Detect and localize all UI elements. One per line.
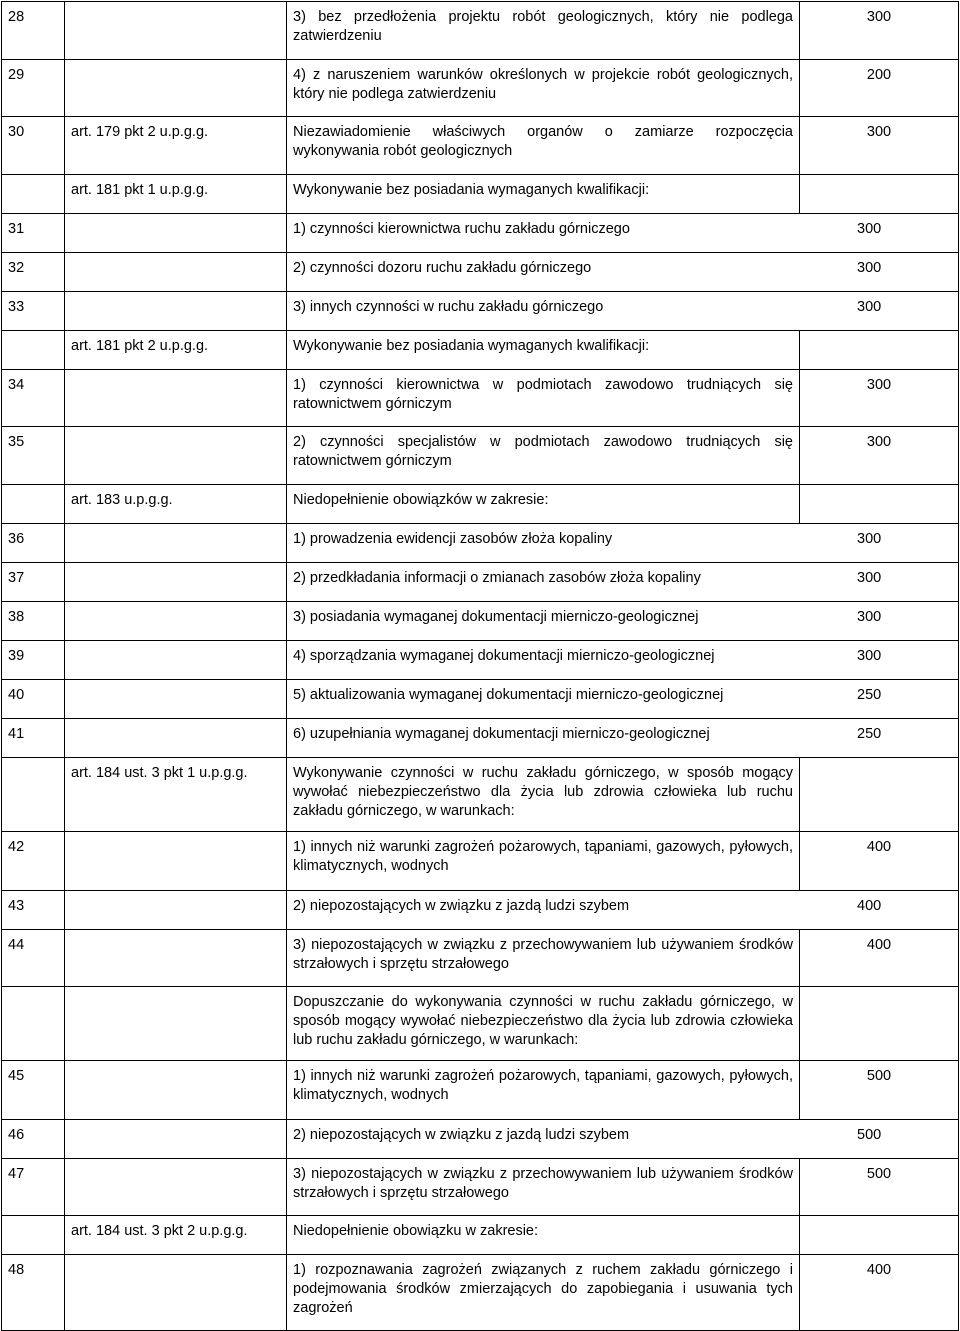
row-number-cell: 46: [2, 1120, 65, 1159]
legal-basis-cell: [65, 602, 287, 641]
table-row: [2, 891, 959, 930]
violation-description: 2) niepozostających w związku z jazdą ludzi szybem: [293, 1127, 630, 1143]
table-row: [2, 485, 959, 524]
table-row: [2, 987, 959, 1061]
fine-amount: 250: [857, 726, 882, 742]
row-number-cell: [2, 987, 65, 1061]
fine-amount-cell: [800, 485, 959, 524]
row-number-cell: [2, 485, 65, 524]
row-number-cell: 48: [2, 1255, 65, 1331]
violation-description-cell: 4) z naruszeniem warunków określonych w projekcie robót geologicznych, który nie podlega zatwierdzeniu: [287, 60, 800, 117]
violation-description-cell: [287, 253, 959, 292]
table-row: [2, 117, 959, 175]
row-number-cell: 34: [2, 370, 65, 427]
violation-description-cell: 1) innych niż warunki zagrożeń pożarowych, tąpaniami, gazowych, pyłowych, klimatycznych, wodnych: [287, 1061, 800, 1120]
legal-basis-cell: [65, 832, 287, 891]
table-row: [2, 563, 959, 602]
violation-description-cell: [287, 891, 959, 930]
fine-amount: 300: [857, 609, 882, 625]
table-row: [2, 832, 959, 891]
fine-amount-cell: 200: [800, 60, 959, 117]
fine-amount-cell: 400: [800, 1255, 959, 1331]
table-row: [2, 253, 959, 292]
legal-basis-cell: [65, 641, 287, 680]
violation-description-cell: 3) bez przedłożenia projektu robót geologicznych, który nie podlega zatwierdzeniu: [287, 2, 800, 60]
fine-amount-cell: [800, 1216, 959, 1255]
row-number-cell: 47: [2, 1159, 65, 1216]
violation-description: 6) uzupełniania wymaganej dokumentacji mierniczo-geologicznej: [293, 726, 710, 742]
legal-basis-cell: [65, 214, 287, 253]
table-row: [2, 1120, 959, 1159]
violation-description: 2) niepozostających w związku z jazdą ludzi szybem: [293, 898, 630, 914]
row-number-cell: [2, 175, 65, 214]
fines-table-body: [2, 2, 959, 1331]
violation-description-cell: 3) niepozostających w związku z przechowywaniem lub używaniem środków strzałowych i sprzętu strzałowego: [287, 1159, 800, 1216]
violation-description-cell: [287, 719, 959, 758]
row-number-cell: 39: [2, 641, 65, 680]
violation-description-cell: Niezawiadomienie właściwych organów o zamiarze rozpoczęcia wykonywania robót geologicznych: [287, 117, 800, 175]
fine-amount-cell: 300: [800, 2, 959, 60]
legal-basis-cell: [65, 891, 287, 930]
fine-amount-cell: 300: [800, 370, 959, 427]
violation-description-cell: [287, 214, 959, 253]
table-row: [2, 524, 959, 563]
violation-description-cell: Wykonywanie czynności w ruchu zakładu górniczego, w sposób mogący wywołać niebezpieczeństwo dla życia lub zdrowia człowieka lub ruchu zakładu górniczego, w warunkach:: [287, 758, 800, 832]
legal-basis-cell: [65, 719, 287, 758]
legal-basis-cell: [65, 563, 287, 602]
fine-amount-cell: [800, 987, 959, 1061]
row-number-cell: 45: [2, 1061, 65, 1120]
violation-description: 3) innych czynności w ruchu zakładu górniczego: [293, 299, 604, 315]
row-number-cell: 36: [2, 524, 65, 563]
fine-amount: 250: [857, 687, 882, 703]
table-row: [2, 427, 959, 485]
violation-description-cell: [287, 524, 959, 563]
table-row: [2, 370, 959, 427]
row-number-cell: 32: [2, 253, 65, 292]
violation-description-cell: 1) innych niż warunki zagrożeń pożarowych, tąpaniami, gazowych, pyłowych, klimatycznych, wodnych: [287, 832, 800, 891]
row-number-cell: 31: [2, 214, 65, 253]
violation-description-cell: [287, 680, 959, 719]
row-number-cell: [2, 758, 65, 832]
legal-basis-cell: [65, 1120, 287, 1159]
violation-description: 5) aktualizowania wymaganej dokumentacji mierniczo-geologicznej: [293, 687, 724, 703]
legal-basis-cell: [65, 1061, 287, 1120]
row-number-cell: 30: [2, 117, 65, 175]
legal-basis-cell: [65, 2, 287, 60]
table-row: [2, 2, 959, 60]
violation-description: 1) czynności kierownictwa ruchu zakładu górniczego: [293, 221, 630, 237]
violation-description-cell: [287, 292, 959, 331]
fines-table: [1, 1, 959, 1331]
violation-description-cell: [287, 602, 959, 641]
row-number-cell: [2, 1216, 65, 1255]
table-row: [2, 1061, 959, 1120]
legal-basis-cell: art. 184 ust. 3 pkt 2 u.p.g.g.: [65, 1216, 287, 1255]
legal-basis-cell: [65, 930, 287, 987]
fine-amount-cell: [800, 331, 959, 370]
legal-basis-cell: [65, 1159, 287, 1216]
violation-description: 2) czynności dozoru ruchu zakładu górniczego: [293, 260, 592, 276]
row-number-cell: 41: [2, 719, 65, 758]
table-row: [2, 60, 959, 117]
fine-amount: 500: [857, 1127, 882, 1143]
violation-description-cell: 2) czynności specjalistów w podmiotach zawodowo trudniących się ratownictwem górniczym: [287, 427, 800, 485]
violation-description: 2) przedkładania informacji o zmianach zasobów złoża kopaliny: [293, 570, 701, 586]
fine-amount-cell: 500: [800, 1159, 959, 1216]
row-number-cell: 44: [2, 930, 65, 987]
row-number-cell: 40: [2, 680, 65, 719]
fine-amount-cell: [800, 758, 959, 832]
violation-description-cell: 3) niepozostających w związku z przechowywaniem lub używaniem środków strzałowych i sprzętu strzałowego: [287, 930, 800, 987]
legal-basis-cell: [65, 60, 287, 117]
row-number-cell: 33: [2, 292, 65, 331]
legal-basis-cell: [65, 292, 287, 331]
fine-amount: 400: [857, 898, 882, 914]
legal-basis-cell: art. 184 ust. 3 pkt 1 u.p.g.g.: [65, 758, 287, 832]
violation-description: 1) prowadzenia ewidencji zasobów złoża kopaliny: [293, 531, 613, 547]
table-row: [2, 292, 959, 331]
table-row: [2, 930, 959, 987]
fine-amount-cell: 400: [800, 930, 959, 987]
fine-amount-cell: 500: [800, 1061, 959, 1120]
fine-amount-cell: 400: [800, 832, 959, 891]
fine-amount: 300: [857, 221, 882, 237]
violation-description-cell: [287, 641, 959, 680]
violation-description-cell: [287, 1120, 959, 1159]
table-row: [2, 641, 959, 680]
table-row: [2, 1255, 959, 1331]
legal-basis-cell: [65, 680, 287, 719]
violation-description: 3) posiadania wymaganej dokumentacji mierniczo-geologicznej: [293, 609, 699, 625]
violation-description-cell: 1) czynności kierownictwa w podmiotach zawodowo trudniących się ratownictwem górniczym: [287, 370, 800, 427]
fine-amount: 300: [857, 648, 882, 664]
fine-amount-cell: 300: [800, 427, 959, 485]
row-number-cell: 38: [2, 602, 65, 641]
violation-description-cell: Wykonywanie bez posiadania wymaganych kwalifikacji:: [287, 175, 800, 214]
legal-basis-cell: art. 181 pkt 1 u.p.g.g.: [65, 175, 287, 214]
table-row: [2, 680, 959, 719]
fine-amount: 300: [857, 299, 882, 315]
row-number-cell: 42: [2, 832, 65, 891]
legal-basis-cell: [65, 524, 287, 563]
fine-amount: 300: [857, 570, 882, 586]
violation-description-cell: [287, 563, 959, 602]
fine-amount: 300: [857, 260, 882, 276]
legal-basis-cell: [65, 1255, 287, 1331]
fine-amount: 300: [857, 531, 882, 547]
violation-description: 4) sporządzania wymaganej dokumentacji mierniczo-geologicznej: [293, 648, 715, 664]
table-row: [2, 1216, 959, 1255]
table-row: [2, 602, 959, 641]
fine-amount-cell: [800, 175, 959, 214]
legal-basis-cell: art. 179 pkt 2 u.p.g.g.: [65, 117, 287, 175]
violation-description-cell: Wykonywanie bez posiadania wymaganych kwalifikacji:: [287, 331, 800, 370]
table-row: [2, 1159, 959, 1216]
legal-basis-cell: [65, 370, 287, 427]
legal-basis-cell: [65, 253, 287, 292]
row-number-cell: 29: [2, 60, 65, 117]
table-row: [2, 719, 959, 758]
legal-basis-cell: art. 183 u.p.g.g.: [65, 485, 287, 524]
row-number-cell: 35: [2, 427, 65, 485]
violation-description-cell: 1) rozpoznawania zagrożeń związanych z ruchem zakładu górniczego i podejmowania środków zmierzających do zapobiegania i usuwania tych zagrożeń: [287, 1255, 800, 1331]
fine-amount-cell: 300: [800, 117, 959, 175]
table-row: [2, 331, 959, 370]
table-row: [2, 758, 959, 832]
violation-description-cell: Niedopełnienie obowiązku w zakresie:: [287, 1216, 800, 1255]
table-row: [2, 175, 959, 214]
row-number-cell: 28: [2, 2, 65, 60]
violation-description-cell: Niedopełnienie obowiązków w zakresie:: [287, 485, 800, 524]
violation-description-cell: Dopuszczanie do wykonywania czynności w ruchu zakładu górniczego, w sposób mogący wywołać niebezpieczeństwo dla życia lub zdrowia człowieka lub ruchu zakładu górniczego, w warunkach:: [287, 987, 800, 1061]
row-number-cell: [2, 331, 65, 370]
row-number-cell: 43: [2, 891, 65, 930]
legal-basis-cell: [65, 987, 287, 1061]
row-number-cell: 37: [2, 563, 65, 602]
legal-basis-cell: art. 181 pkt 2 u.p.g.g.: [65, 331, 287, 370]
legal-basis-cell: [65, 427, 287, 485]
table-row: [2, 214, 959, 253]
